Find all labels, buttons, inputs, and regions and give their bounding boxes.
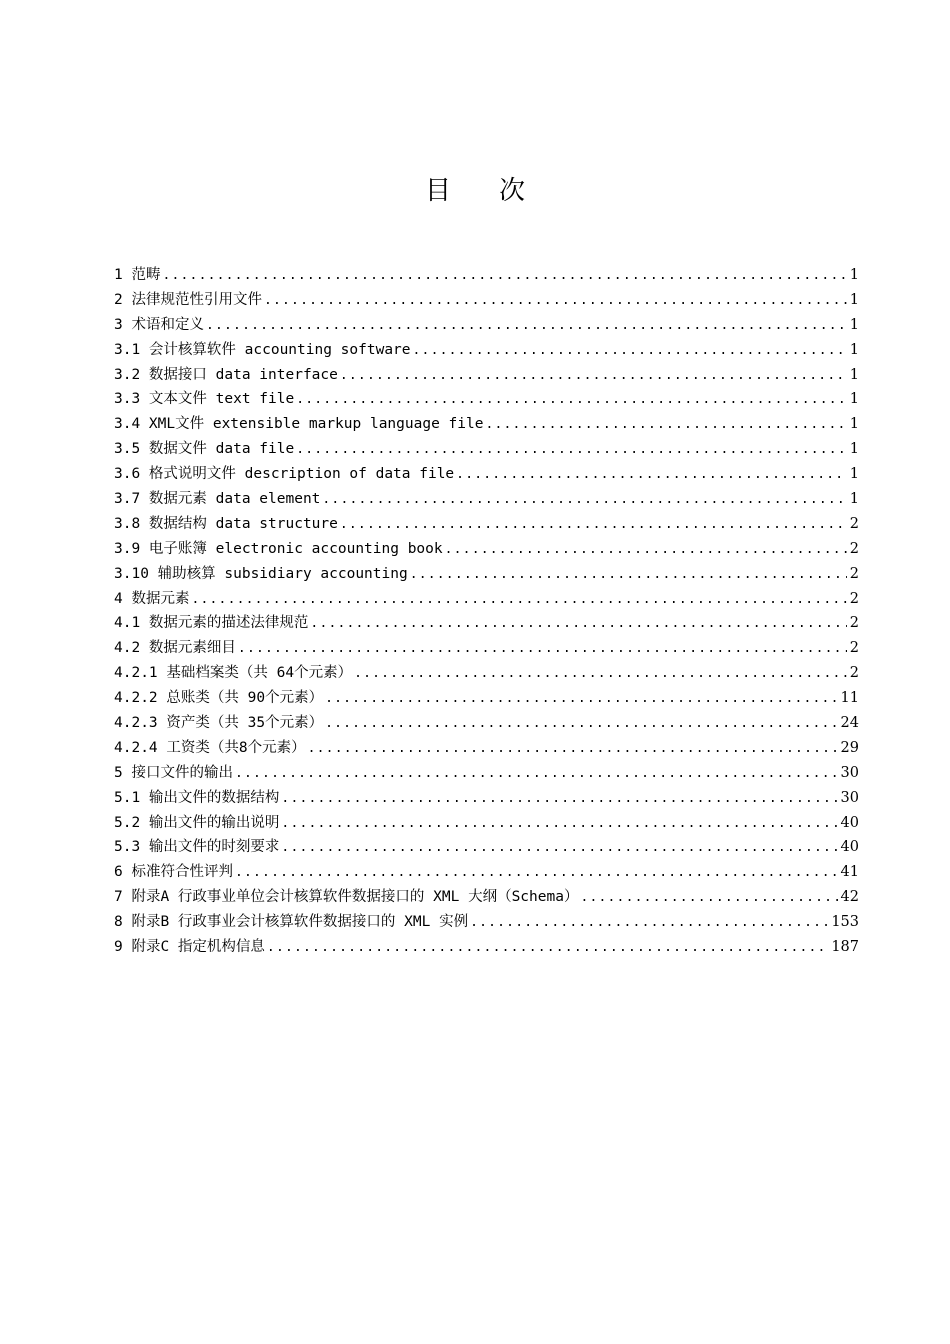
toc-entry-page-number: 153 bbox=[831, 914, 859, 931]
toc-dot-leader bbox=[206, 314, 847, 338]
toc-dot-leader bbox=[235, 762, 838, 786]
toc-entry-page-number: 2 bbox=[849, 615, 859, 632]
toc-entry[interactable] bbox=[114, 611, 859, 636]
toc-entry[interactable] bbox=[114, 387, 859, 412]
toc-entry-page-number: 1 bbox=[849, 491, 859, 508]
toc-entry-label: 4.2.1 基础档案类（共 64个元素） bbox=[114, 665, 353, 682]
toc-entry-page-number: 2 bbox=[849, 540, 859, 557]
toc-entry-page-number: 2 bbox=[849, 515, 859, 532]
toc-entry[interactable] bbox=[114, 562, 859, 587]
toc-dot-leader bbox=[235, 861, 838, 885]
toc-dot-leader bbox=[325, 712, 837, 736]
toc-entry-page-number: 1 bbox=[849, 416, 859, 433]
toc-entry-page-number: 2 bbox=[849, 590, 859, 607]
toc-entry-page-number: 41 bbox=[840, 864, 859, 881]
toc-entry-label: 5 接口文件的输出 bbox=[114, 764, 233, 781]
toc-dot-leader bbox=[281, 836, 837, 860]
toc-entry-page-number: 42 bbox=[840, 889, 859, 906]
toc-entry-label: 3.10 辅助核算 subsidiary accounting bbox=[114, 565, 408, 582]
toc-entry-page-number: 30 bbox=[840, 789, 859, 806]
toc-entry-page-number: 30 bbox=[840, 764, 859, 781]
toc-entry[interactable] bbox=[114, 313, 859, 338]
toc-dot-leader bbox=[410, 563, 847, 587]
toc-entry-page-number: 1 bbox=[849, 341, 859, 358]
toc-entry[interactable] bbox=[114, 636, 859, 661]
toc-entry[interactable] bbox=[114, 711, 859, 736]
toc-entry[interactable] bbox=[114, 412, 859, 437]
toc-entry-label: 7 附录A 行政事业单位会计核算软件数据接口的 XML 大纲（Schema） bbox=[114, 889, 579, 906]
toc-entry-page-number: 1 bbox=[849, 391, 859, 408]
toc-entry[interactable] bbox=[114, 860, 859, 885]
toc-entry-label: 5.1 输出文件的数据结构 bbox=[114, 789, 280, 806]
toc-entry-label: 5.2 输出文件的输出说明 bbox=[114, 814, 280, 831]
toc-entry[interactable] bbox=[114, 363, 859, 388]
toc-entry[interactable] bbox=[114, 811, 859, 836]
toc-dot-leader bbox=[325, 687, 837, 711]
toc-entry-label: 4.2.4 工资类（共8个元素） bbox=[114, 739, 306, 756]
toc-entry-label: 3.9 电子账簿 electronic accounting book bbox=[114, 540, 443, 557]
toc-dot-leader bbox=[322, 488, 846, 512]
toc-entry-page-number: 1 bbox=[849, 441, 859, 458]
toc-entry[interactable] bbox=[114, 512, 859, 537]
toc-dot-leader bbox=[580, 886, 837, 910]
toc-entry-page-number: 40 bbox=[840, 814, 859, 831]
toc-entry[interactable] bbox=[114, 661, 859, 686]
toc-entry-page-number: 2 bbox=[849, 565, 859, 582]
toc-entry[interactable] bbox=[114, 263, 859, 288]
toc-entry[interactable] bbox=[114, 935, 859, 960]
toc-entry-label: 4.1 数据元素的描述法律规范 bbox=[114, 615, 309, 632]
toc-dot-leader bbox=[281, 787, 837, 811]
toc-entry-page-number: 1 bbox=[849, 316, 859, 333]
toc-entry[interactable] bbox=[114, 761, 859, 786]
toc-entry[interactable] bbox=[114, 736, 859, 761]
toc-entry-page-number: 1 bbox=[849, 267, 859, 283]
toc-dot-leader bbox=[296, 438, 847, 462]
toc-entry[interactable] bbox=[114, 786, 859, 811]
toc-entry-label: 1 范畴 bbox=[114, 267, 161, 283]
toc-entry-label: 4.2 数据元素细目 bbox=[114, 640, 236, 657]
toc-dot-leader bbox=[308, 737, 838, 761]
toc-dot-leader bbox=[485, 413, 846, 437]
toc-entry-page-number: 29 bbox=[840, 739, 859, 756]
toc-entry[interactable] bbox=[114, 587, 859, 612]
toc-dot-leader bbox=[162, 264, 846, 288]
toc-entry-label: 6 标准符合性评判 bbox=[114, 864, 233, 881]
toc-entry-page-number: 1 bbox=[849, 291, 859, 308]
toc-dot-leader bbox=[281, 812, 837, 836]
toc-dot-leader bbox=[456, 463, 847, 487]
toc-entry-label: 4.2.3 资产类（共 35个元素） bbox=[114, 715, 324, 732]
toc-entry[interactable] bbox=[114, 910, 859, 935]
toc-entry-page-number: 2 bbox=[849, 640, 859, 657]
toc-entry-label: 3.8 数据结构 data structure bbox=[114, 515, 338, 532]
toc-dot-leader bbox=[267, 936, 828, 960]
toc-entry-label: 3.1 会计核算软件 accounting software bbox=[114, 341, 411, 358]
toc-entry-page-number: 2 bbox=[849, 665, 859, 682]
toc-entry-page-number: 40 bbox=[840, 839, 859, 856]
toc-entry[interactable] bbox=[114, 462, 859, 487]
toc-dot-leader bbox=[191, 588, 846, 612]
toc-entry-label: 9 附录C 指定机构信息 bbox=[114, 939, 265, 956]
toc-entry-label: 2 法律规范性引用文件 bbox=[114, 291, 262, 308]
toc-dot-leader bbox=[340, 513, 847, 537]
toc-entry[interactable] bbox=[114, 686, 859, 711]
toc-entry[interactable] bbox=[114, 338, 859, 363]
toc-entry-label: 5.3 输出文件的时刻要求 bbox=[114, 839, 280, 856]
toc-title-char-2: 次 bbox=[499, 176, 526, 206]
toc-entry-page-number: 1 bbox=[849, 366, 859, 383]
toc-dot-leader bbox=[470, 911, 828, 935]
toc-entry-label: 8 附录B 行政事业会计核算软件数据接口的 XML 实例 bbox=[114, 914, 469, 931]
toc-entry[interactable] bbox=[114, 835, 859, 860]
toc-entry[interactable] bbox=[114, 537, 859, 562]
toc-entry-label: 3.2 数据接口 data interface bbox=[114, 366, 338, 383]
toc-entry-page-number: 24 bbox=[840, 715, 859, 732]
toc-entry[interactable] bbox=[114, 288, 859, 313]
toc-entry-label: 4.2.2 总账类（共 90个元素） bbox=[114, 690, 324, 707]
toc-entry-label: 3.3 文本文件 text file bbox=[114, 391, 295, 408]
toc-dot-leader bbox=[296, 388, 847, 412]
table-of-contents bbox=[114, 263, 859, 960]
toc-dot-leader bbox=[445, 538, 847, 562]
toc-entry-label: 3 术语和定义 bbox=[114, 316, 204, 333]
toc-dot-leader bbox=[354, 662, 847, 686]
toc-dot-leader bbox=[310, 612, 846, 636]
toc-dot-leader bbox=[264, 289, 847, 313]
toc-entry-label: 3.6 格式说明文件 description of data file bbox=[114, 466, 455, 483]
toc-entry-label: 3.5 数据文件 data file bbox=[114, 441, 295, 458]
toc-entry[interactable] bbox=[114, 437, 859, 462]
toc-entry-page-number: 1 bbox=[849, 466, 859, 483]
toc-entry-page-number: 187 bbox=[831, 939, 859, 956]
toc-title-char-1: 目 bbox=[424, 176, 451, 206]
toc-entry-label: 3.4 XML文件 extensible markup language file bbox=[114, 416, 484, 433]
toc-dot-leader bbox=[340, 364, 847, 388]
toc-entry-label: 3.7 数据元素 data element bbox=[114, 491, 321, 508]
toc-entry-label: 4 数据元素 bbox=[114, 590, 190, 607]
toc-entry[interactable] bbox=[114, 885, 859, 910]
toc-title bbox=[0, 170, 950, 207]
toc-entry[interactable] bbox=[114, 487, 859, 512]
toc-dot-leader bbox=[413, 339, 847, 363]
toc-dot-leader bbox=[238, 637, 847, 661]
toc-entry-page-number: 11 bbox=[840, 690, 859, 707]
